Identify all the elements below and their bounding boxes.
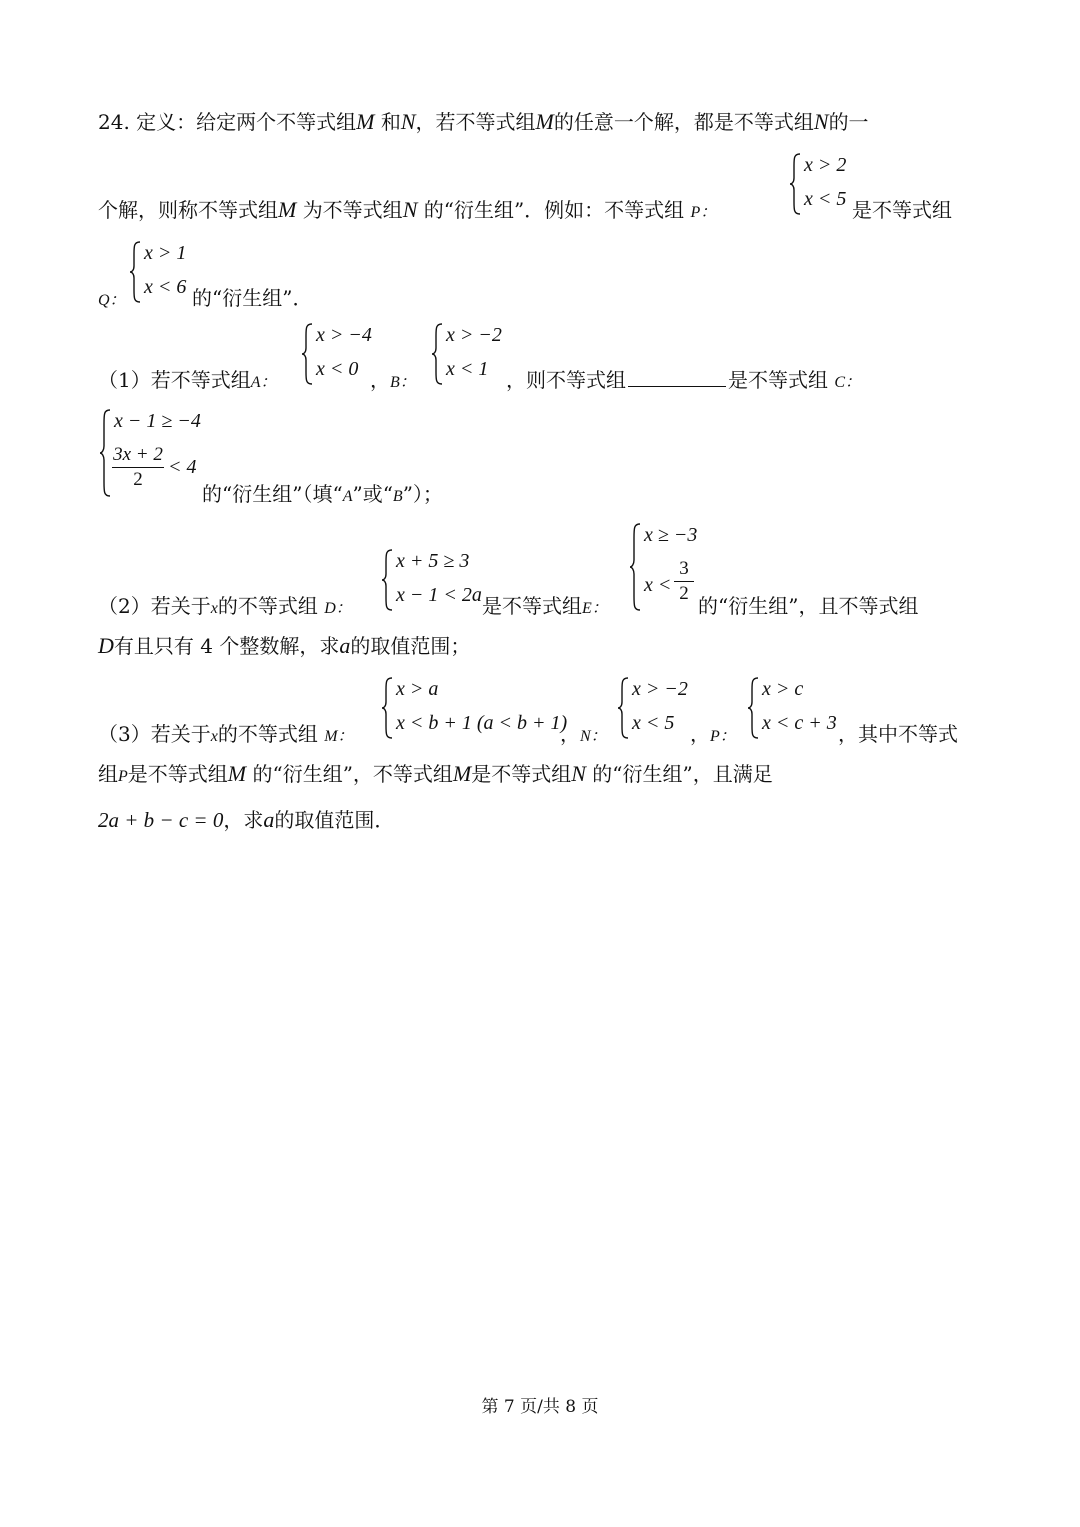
text: ，若不等式组 [415, 110, 536, 134]
text: 个解，则称不等式组 [98, 198, 278, 222]
fraction [674, 558, 694, 605]
text: 的不等式组 [217, 722, 318, 746]
label-A: A： [250, 374, 277, 391]
var-N: N [400, 109, 416, 134]
q24-line-3-end [192, 284, 312, 312]
text-and: 和 [380, 110, 401, 134]
var-N: N [402, 197, 418, 222]
system-row: x < 0 [316, 358, 359, 380]
system-M [380, 676, 570, 746]
part3-line-1d [838, 720, 958, 748]
system-E [628, 522, 708, 618]
option-A: A [342, 488, 353, 505]
var-N: N [571, 761, 586, 786]
system-row: x < 5 [632, 712, 675, 734]
part1-line-2 [202, 480, 443, 511]
system-N [616, 676, 696, 746]
text: 的“衍生组”，不等式组 [252, 762, 453, 786]
fraction-denominator: 2 [133, 469, 143, 490]
system-row: x < 5 [804, 188, 847, 210]
fraction-numerator: 3x + 2 [113, 444, 163, 465]
system-B [430, 322, 510, 392]
var-M: M [356, 109, 375, 134]
var-N: N [813, 109, 829, 134]
part2-line-1 [98, 592, 352, 623]
system-row: x < [644, 574, 672, 596]
var-P: P [118, 768, 128, 785]
system-row: x < b + 1 (a < b + 1) [396, 712, 568, 734]
part2-line-2 [98, 632, 470, 660]
page-footer: 第 7 页/共 8 页 [481, 1397, 599, 1417]
system-row: x > −2 [446, 324, 502, 346]
brace-icon [380, 676, 394, 740]
fraction-numerator: 3 [679, 558, 689, 579]
brace-icon [616, 676, 630, 740]
system-D [380, 548, 490, 618]
label-P: P： [690, 204, 717, 221]
question-number: 24. [98, 110, 130, 134]
brace-icon [128, 240, 142, 304]
system-row: x > a [396, 678, 439, 700]
part3-line-2 [98, 760, 773, 791]
text: ， [560, 722, 580, 746]
brace-icon [628, 522, 642, 612]
label-E: E： [582, 600, 608, 617]
text: ，则不等式组 [506, 368, 626, 392]
text: 的“衍生组”（填“ [202, 482, 343, 506]
brace-icon [746, 676, 760, 740]
text: 有且只有 4 个整数解，求 [113, 634, 340, 658]
fraction [112, 444, 164, 491]
part1-line-1b [370, 366, 416, 397]
text: ， [370, 368, 390, 392]
var-M: M [278, 197, 297, 222]
system-row: x > 1 [144, 242, 187, 264]
system-A [300, 322, 380, 392]
var-a: a [263, 807, 275, 832]
q24-line-1 [98, 108, 869, 136]
text: ”）； [402, 482, 443, 506]
text: （1）若不等式组 [98, 368, 251, 392]
system-C [98, 408, 218, 500]
option-B: B [392, 488, 403, 505]
part1-line-1c [506, 366, 861, 397]
text: 是不等式组 [728, 368, 828, 392]
label-N: N： [580, 728, 607, 745]
text: 的“衍生组”． [192, 286, 313, 310]
system-row: x < 1 [446, 358, 489, 380]
text: 的“衍生组”，且不等式组 [698, 594, 919, 618]
text: ”或“ [352, 482, 393, 506]
text: 的取值范围． [274, 808, 395, 832]
system-row: x < c + 3 [762, 712, 837, 734]
var-a: a [339, 633, 351, 658]
system-row: x + 5 ≥ 3 [396, 550, 470, 572]
text: 的“衍生组”．例如：不等式组 [423, 198, 685, 222]
part3-line-3 [98, 806, 394, 834]
q24-line-2-end [852, 196, 952, 224]
text: 的取值范围； [350, 634, 471, 658]
part3-line-1b [560, 720, 607, 751]
brace-icon [380, 548, 394, 612]
var-M: M [227, 761, 247, 786]
text: 是不等式组 [852, 198, 952, 222]
system-row: x ≥ −3 [644, 524, 698, 546]
var-M: M [535, 109, 554, 134]
var-M: M [452, 761, 472, 786]
var-D: D [98, 633, 114, 658]
q24-line-3 [98, 284, 126, 315]
text: 的一 [828, 110, 869, 134]
system-row: x < 6 [144, 276, 187, 298]
system-P3 [746, 676, 846, 746]
system-row: x > −4 [316, 324, 372, 346]
part3-line-1c [690, 720, 736, 751]
text: 的任意一个解，都是不等式组 [553, 110, 814, 134]
label-B: B： [390, 374, 416, 391]
brace-icon [430, 322, 444, 386]
text: 的不等式组 [217, 594, 318, 618]
text: 为不等式组 [302, 198, 403, 222]
text: （3）若关于 [98, 722, 211, 746]
q24-line-2 [98, 196, 716, 227]
label-P: P： [710, 728, 736, 745]
system-P [788, 152, 858, 222]
label-D: D： [324, 600, 352, 617]
fraction-bar [112, 467, 164, 468]
label-C: C： [834, 374, 862, 391]
fraction-denominator: 2 [679, 583, 689, 604]
answer-blank[interactable] [628, 366, 726, 387]
part1-line-1 [98, 366, 277, 397]
text: ，求 [223, 808, 264, 832]
system-row: x > c [762, 678, 804, 700]
text: ，其中不等式 [838, 722, 958, 746]
label-M: M： [324, 728, 354, 745]
system-row: x > −2 [632, 678, 688, 700]
text: 的“衍生组”，且满足 [592, 762, 773, 786]
definition-text: 定义：给定两个不等式组 [136, 110, 357, 134]
text: 是不等式组 [482, 594, 582, 618]
system-row: x − 1 < 2a [396, 584, 482, 606]
fraction-bar [674, 581, 694, 582]
brace-icon [788, 152, 802, 216]
text: 是不等式组 [471, 762, 572, 786]
text: 是不等式组 [127, 762, 228, 786]
brace-icon [300, 322, 314, 386]
var-x: x [210, 600, 218, 617]
text: 组 [98, 762, 118, 786]
system-row: x > 2 [804, 154, 847, 176]
part2-line-1b [482, 592, 608, 623]
text: ， [690, 722, 710, 746]
system-row: < 4 [168, 456, 197, 478]
var-x: x [210, 728, 218, 745]
part3-line-1 [98, 720, 354, 751]
equation: 2a + b − c = 0 [98, 808, 224, 832]
text: （2）若关于 [98, 594, 211, 618]
system-row: x − 1 ≥ −4 [114, 410, 201, 432]
brace-icon [98, 408, 112, 498]
label-Q: Q： [98, 292, 126, 309]
part2-line-1c [698, 592, 918, 620]
system-Q [128, 240, 198, 310]
